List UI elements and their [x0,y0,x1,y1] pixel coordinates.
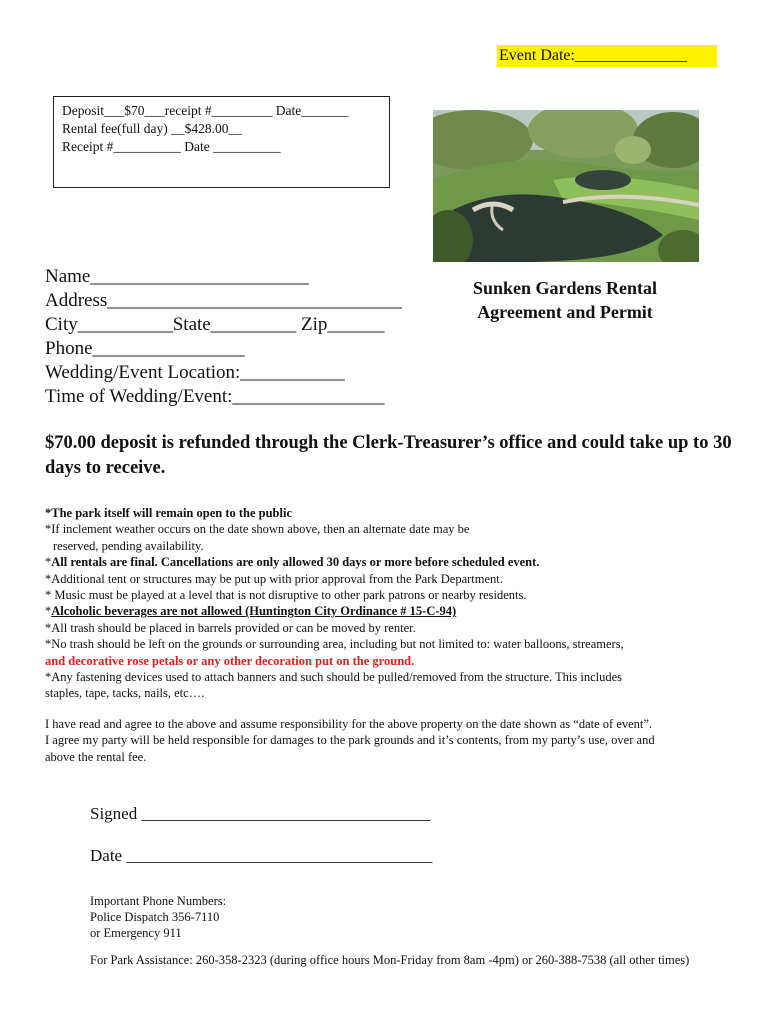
agreement-text [45,716,745,765]
phone-numbers [90,893,226,941]
rule-fastening: *Any fastening devices used to attach banners and such should be pulled/removed from the structure. This includes [45,670,623,685]
event-location-field[interactable]: Wedding/Event Location:___________ [45,362,345,383]
rule-final-text: All rentals are final. Cancellations are only allowed 30 days or more before scheduled event. [51,555,540,570]
event-date-field[interactable]: Event Date:______________ [497,45,717,67]
emergency-number: or Emergency 911 [90,926,182,940]
rule-music: * Music must be played at a level that is not disruptive to other park patrons or nearby residents. [45,588,527,603]
deposit-receipt-label[interactable]: receipt #_________ Date_______ [164,103,349,118]
agreement-line-3: above the rental fee. [45,749,147,764]
city-state-zip-field[interactable]: City__________State_________ Zip______ [45,314,385,335]
rules-list [45,505,745,702]
rule-no-trash: *No trash should be left on the grounds or surrounding area, including but not limited to: water balloons, streamers, [45,637,624,652]
agreement-line-1: I have read and agree to the above and assume responsibility for the above property on the date shown as “date of event”. [45,717,653,731]
rule-fastening-cont: staples, tape, tacks, nails, etc…. [45,686,205,701]
signature-block [90,803,432,867]
rule-weather-cont: reserved, pending availability. [53,538,204,553]
contact-fields [45,265,402,409]
deposit-value[interactable]: ___$70___ [104,103,165,118]
rule-trash-barrels: *All trash should be placed in barrels provided or can be moved by renter. [45,620,416,635]
event-time-field[interactable]: Time of Wedding/Event:________________ [45,386,385,407]
rental-fee-value[interactable]: __$428.00__ [171,121,242,136]
rule-final [45,554,745,570]
police-dispatch: Police Dispatch 356-7110 [90,910,220,924]
address-field[interactable]: Address_______________________________ [45,290,402,311]
deposit-refund-note: $70.00 deposit is refunded through the Clerk-Treasurer’s office and could take up to 30 days to receive. [45,433,732,478]
title-line-1: Sunken Gardens Rental [472,278,658,298]
phone-field[interactable]: Phone________________ [45,338,245,359]
deposit-line [62,102,381,120]
park-assistance: For Park Assistance: 260-358-2323 (during office hours Mon-Friday from 8am -4pm) or 260-388-7538 (all other times) [90,953,690,967]
fee-box [53,96,390,188]
phones-heading: Important Phone Numbers: [90,894,227,908]
rule-tents: *Additional tent or structures may be put up with prior approval from the Park Department. [45,571,503,586]
rule-alcohol-text: Alcoholic beverages are not allowed (Huntington City Ordinance # 15-C-94) [51,604,457,619]
title-line-2: Agreement and Permit [477,302,653,322]
garden-image [433,110,699,262]
signed-field[interactable]: Signed __________________________________ [90,804,431,823]
rule-alcohol-star: * [45,604,52,619]
date-field[interactable]: Date ____________________________________ [90,846,433,865]
rule-park-open: *The park itself will remain open to the public [45,506,293,520]
rule-no-trash-red: and decorative rose petals or any other decoration put on the ground. [45,653,415,668]
rental-fee-line [62,120,381,138]
agreement-line-2: I agree my party will be held responsible for damages to the park grounds and it’s contents, from my party’s use, over and [45,733,655,748]
name-field[interactable]: Name_______________________ [45,266,309,287]
receipt-line[interactable]: Receipt #__________ Date __________ [62,139,281,154]
deposit-label: Deposit [62,103,104,118]
rule-alcohol [45,603,745,619]
rule-weather: *If inclement weather occurs on the date shown above, then an alternate date may be [45,522,470,537]
rental-fee-label: Rental fee(full day) [62,121,168,136]
rule-final-star: * [45,555,52,570]
page-title [445,276,685,324]
sunken-gardens-photo [433,110,699,262]
